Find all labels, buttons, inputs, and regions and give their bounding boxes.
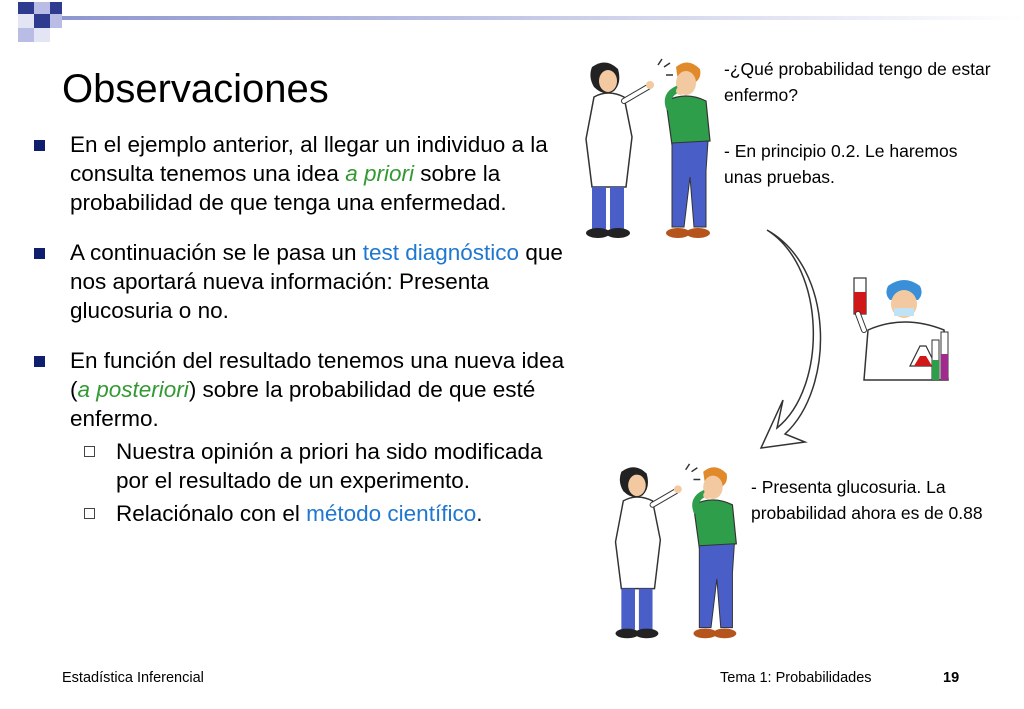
bullet-item <box>30 238 575 325</box>
patient-question: -¿Qué probabilidad tengo de estar enfermo? <box>724 59 991 105</box>
bullet-item <box>30 346 575 433</box>
bullet-text: ) sobre la probabilidad de que esté enfermo. <box>70 377 536 431</box>
bullet-text: En función del resultado tenemos una nueva idea ( <box>70 348 565 402</box>
doctor-figure <box>586 62 654 238</box>
a-priori-term: a priori <box>345 161 414 186</box>
test-diagnostico-term: test diagnóstico <box>362 240 520 265</box>
square-bullet-icon <box>34 248 45 259</box>
sub-bullet-text: . <box>476 501 483 526</box>
footer-topic: Tema 1: Probabilidades <box>720 670 872 686</box>
sub-bullet-text: Relaciónalo con el <box>116 501 307 526</box>
doctor-patient-illustration <box>570 55 720 250</box>
metodo-cientifico-link[interactable]: método científico <box>306 501 477 526</box>
bullet-text: sobre la probabilidad de que tenga una enfermedad. <box>70 161 507 215</box>
slide-title: Observaciones <box>62 67 329 111</box>
sub-bullet-item <box>30 437 575 495</box>
square-bullet-icon <box>34 140 45 151</box>
bullet-text: A continuación se le pasa un <box>70 240 363 265</box>
hollow-square-bullet-icon <box>84 446 95 457</box>
header-decoration <box>0 0 1024 60</box>
sub-bullet-item <box>30 499 575 528</box>
page-number: 19 <box>943 670 960 686</box>
bullet-item <box>30 130 575 217</box>
patient-figure <box>666 62 710 238</box>
doctor-figure <box>616 467 682 638</box>
doctor-answer-2: - Presenta glucosuria. La probabilidad ahora es de 0.88 <box>751 477 983 523</box>
doctor-patient-illustration-2 <box>598 460 748 650</box>
doctor-answer-1: - En principio 0.2. Le haremos unas pruebas. <box>724 141 958 187</box>
hollow-square-bullet-icon <box>84 508 95 519</box>
sub-bullet-text: Nuestra opinión a priori ha sido modificada por el resultado de un experimento. <box>116 439 543 493</box>
a-posteriori-term: a posteriori <box>77 377 189 402</box>
bullet-list <box>30 130 575 528</box>
bullet-text: En el ejemplo anterior, al llegar un individuo a la consulta tenemos una idea <box>70 132 548 186</box>
patient-figure <box>693 467 736 638</box>
lab-worker-illustration <box>828 270 963 390</box>
curved-arrow-icon <box>755 228 825 478</box>
footer-course: Estadística Inferencial <box>62 670 204 686</box>
bullet-text: que nos aportará nueva información: Presenta glucosuria o no. <box>70 240 563 323</box>
square-bullet-icon <box>34 356 45 367</box>
